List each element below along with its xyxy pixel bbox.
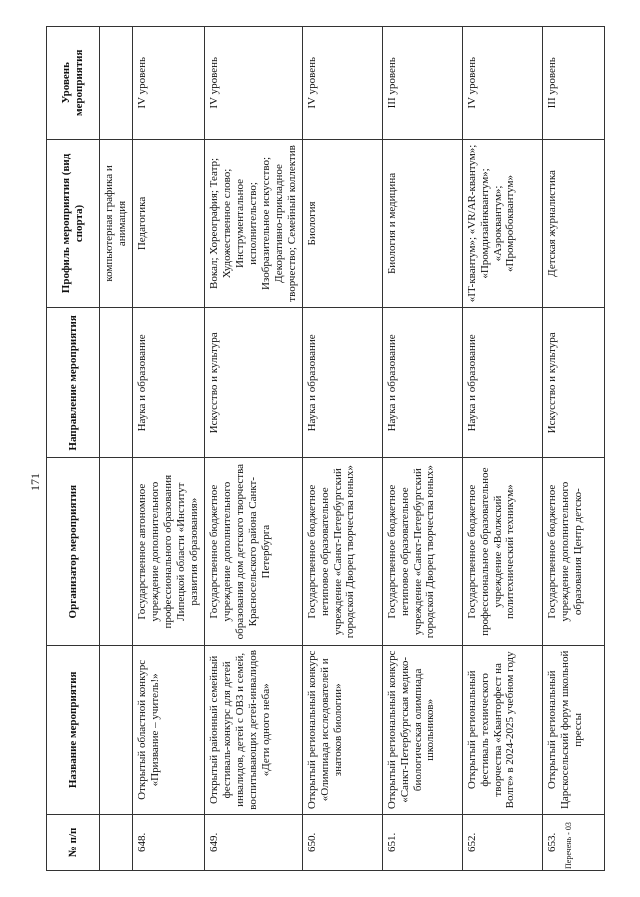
cell-name: Открытый региональный Царскосельский форум школьной прессы xyxy=(542,645,604,814)
cell-profile: Биология и медицина xyxy=(382,139,462,308)
cell-name xyxy=(100,645,133,814)
header-direction: Направление мероприятия xyxy=(47,308,100,458)
cell-profile: Биология xyxy=(302,139,382,308)
header-profile: Профиль мероприятия (вид спорта) xyxy=(47,139,100,308)
cell-num: 653. xyxy=(542,814,604,870)
cell-num xyxy=(100,814,133,870)
table-row xyxy=(204,27,302,871)
cell-organizer xyxy=(100,458,133,646)
table-header-row xyxy=(47,27,100,871)
table-row xyxy=(302,27,382,871)
cell-profile: Детская журналистика xyxy=(542,139,604,308)
cell-level: III уровень xyxy=(542,27,604,140)
cell-organizer: Государственное автономное учреждение дополнительного профессионального образования Липецкой области «Институт развития образования» xyxy=(132,458,204,646)
cell-num: 649. xyxy=(204,814,302,870)
table-row-continuation xyxy=(100,27,133,871)
cell-direction: Наука и образование xyxy=(462,308,542,458)
cell-level: IV уровень xyxy=(132,27,204,140)
cell-profile: «IT-квантум»; «VR/AR-квантум»; «Промдизайнквантум»; «Аэроквантум»; «Промробоквантум» xyxy=(462,139,542,308)
cell-num: 648. xyxy=(132,814,204,870)
cell-direction: Искусство и культура xyxy=(542,308,604,458)
cell-organizer: Государственное бюджетное нетиповое образовательное учреждение «Санкт-Петербургский городской Дворец творчества юных» xyxy=(382,458,462,646)
cell-profile: Вокал; Хореография; Театр; Художественное слово; Инструментальное исполнительство; Изобразительное искусство; Декоративно-прикладное творчество; Семейный коллектив xyxy=(204,139,302,308)
page-number: 171 xyxy=(28,473,42,491)
cell-name: Открытый региональный конкурс «Олимпиада исследователей и знатоков биологии» xyxy=(302,645,382,814)
cell-direction: Наука и образование xyxy=(302,308,382,458)
table-row xyxy=(542,27,604,871)
cell-organizer: Государственное бюджетное профессиональное образовательное учреждение «Волжский политехнический техникум» xyxy=(462,458,542,646)
cell-level xyxy=(100,27,133,140)
footer-code: Перечень - 03 xyxy=(564,822,573,869)
cell-level: III уровень xyxy=(382,27,462,140)
cell-direction xyxy=(100,308,133,458)
header-name: Название мероприятия xyxy=(47,645,100,814)
cell-num: 651. xyxy=(382,814,462,870)
cell-name: Открытый областной конкурс «Призвание – учитель!» xyxy=(132,645,204,814)
header-num: № п/п xyxy=(47,814,100,870)
cell-num: 650. xyxy=(302,814,382,870)
cell-name: Открытый региональный фестиваль технического творчества «Кванторфест на Волге» в 2024-2025 учебном году xyxy=(462,645,542,814)
header-organizer: Организатор мероприятия xyxy=(47,458,100,646)
cell-organizer: Государственное бюджетное нетиповое образовательное учреждение «Санкт-Петербургский городской Дворец творчества юных» xyxy=(302,458,382,646)
events-table xyxy=(46,26,605,871)
cell-level: IV уровень xyxy=(204,27,302,140)
cell-direction: Наука и образование xyxy=(382,308,462,458)
cell-organizer: Государственное бюджетное учреждение дополнительного образования Центр детско- xyxy=(542,458,604,646)
header-level: Уровень мероприятия xyxy=(47,27,100,140)
cell-level: IV уровень xyxy=(302,27,382,140)
cell-name: Открытый региональный конкурс «Санкт-Петербургская медико-биологическая олимпиада школьников» xyxy=(382,645,462,814)
cell-num: 652. xyxy=(462,814,542,870)
cell-profile: компьютерная графика и анимация xyxy=(100,139,133,308)
rotated-page xyxy=(26,26,606,871)
cell-profile: Педагогика xyxy=(132,139,204,308)
table-row xyxy=(462,27,542,871)
cell-name: Открытый районный семейный фестиваль-конкурс для детей инвалидов, детей с ОВЗ и семей, воспитывающих детей-инвалидов «Дети одного неба» xyxy=(204,645,302,814)
cell-level: IV уровень xyxy=(462,27,542,140)
table-row xyxy=(382,27,462,871)
cell-organizer: Государственное бюджетное учреждение дополнительного образования дом детского творчества Красносельского района Санкт-Петербурга xyxy=(204,458,302,646)
cell-direction: Наука и образование xyxy=(132,308,204,458)
table-row xyxy=(132,27,204,871)
cell-direction: Искусство и культура xyxy=(204,308,302,458)
